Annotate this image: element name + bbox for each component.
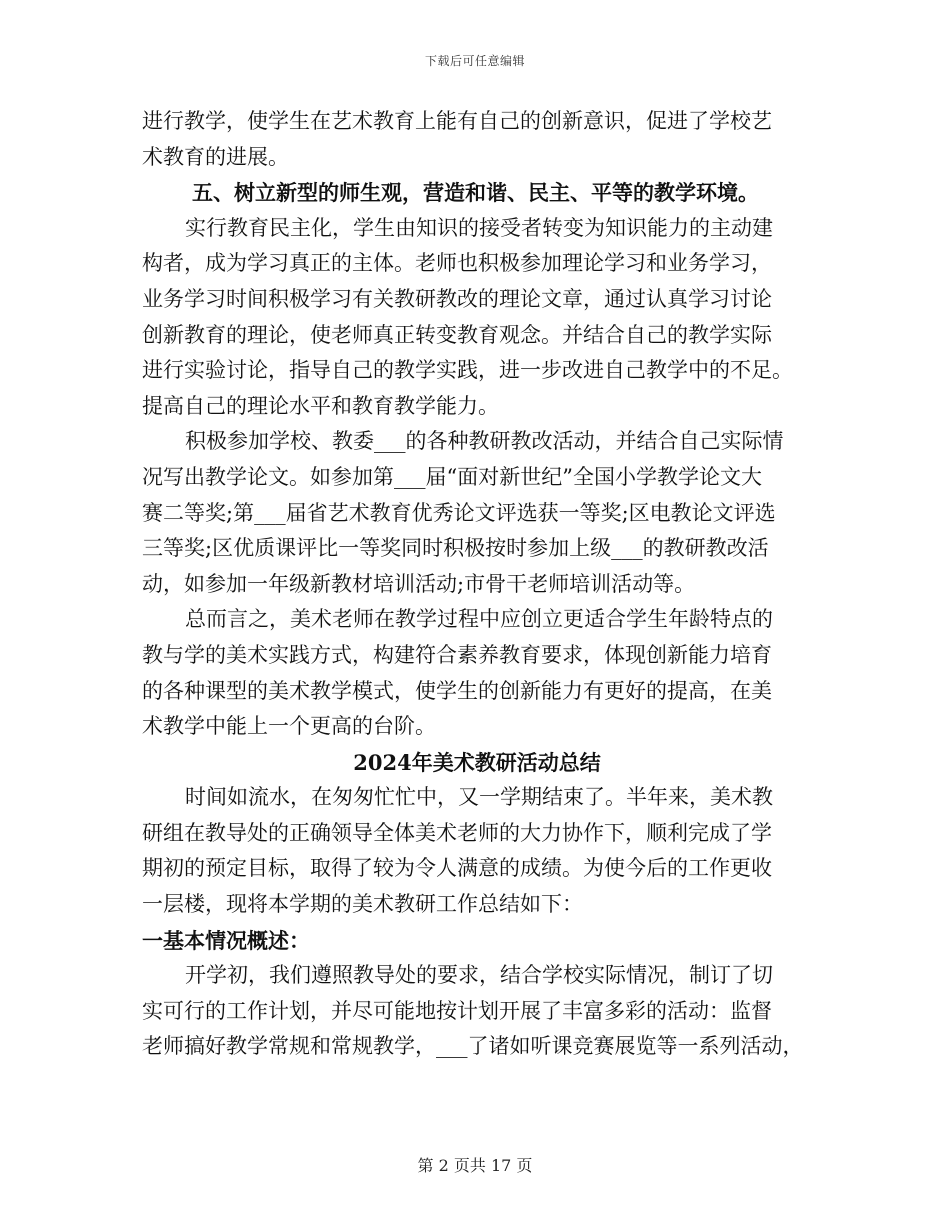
document-body — [142, 104, 812, 1065]
paragraph-line: 实行教育民主化，学生由知识的接受者转变为知识能力的主动建 — [185, 215, 773, 240]
paragraph-line: 业务学习时间积极学习有关教研教改的理论文章，通过认真学习讨论 — [142, 286, 772, 311]
paragraph-line: 总而言之，美术老师在教学过程中应创立更适合学生年龄特点的 — [185, 607, 773, 632]
section-heading: 五、树立新型的师生观，营造和谐、民主、平等的教学环境。 — [192, 180, 759, 206]
paragraph-line: 积极参加学校、教委___的各种教研教改活动，并结合自己实际情 — [185, 429, 784, 454]
paragraph-line: 期初的预定目标，取得了较为令人满意的成绩。为使今后的工作更收 — [142, 856, 772, 881]
paragraph-line: 研组在教导处的正确领导全体美术老师的大力协作下，顺利完成了学 — [142, 820, 772, 845]
paragraph-line: 老师搞好教学常规和常规教学，___了诸如听课竞赛展览等一系列活动， — [142, 1034, 804, 1059]
paragraph-line: 一层楼，现将本学期的美术教研工作总结如下： — [142, 892, 583, 917]
paragraph-line: 三等奖;区优质课评比一等奖同时积极按时参加上级___的教研教改活 — [142, 536, 769, 561]
paragraph-line: 创新教育的理论，使老师真正转变教育观念。并结合自己的教学实际 — [142, 322, 772, 347]
paragraph-line: 开学初，我们遵照教导处的要求，结合学校实际情况，制订了切 — [185, 963, 773, 988]
paragraph-line: 提高自己的理论水平和教育教学能力。 — [142, 393, 499, 418]
paragraph-line: 实可行的工作计划，并尽可能地按计划开展了丰富多彩的活动：监督 — [142, 998, 772, 1023]
section-title: 2024年美术教研活动总结 — [353, 749, 601, 775]
section-heading: 一基本情况概述： — [142, 927, 310, 953]
paragraph-line: 术教育的进展。 — [142, 144, 289, 169]
paragraph-line: 进行教学，使学生在艺术教育上能有自己的创新意识，促进了学校艺 — [142, 109, 772, 133]
paragraph-line: 时间如流水，在匆匆忙忙中，又一学期结束了。半年来，美术教 — [185, 785, 773, 810]
page-footer-number: 第 2 页共 17 页 — [417, 1156, 533, 1175]
paragraph-line: 的各种课型的美术教学模式，使学生的创新能力有更好的提高，在美 — [142, 678, 772, 703]
paragraph-line: 动，如参加一年级新教材培训活动;市骨干老师培训活动等。 — [142, 571, 696, 596]
paragraph-line: 赛二等奖;第___届省艺术教育优秀论文评选获一等奖;区电教论文评选 — [142, 500, 776, 525]
paragraph-line: 术教学中能上一个更高的台阶。 — [142, 714, 436, 739]
paragraph-line: 进行实验讨论，指导自己的教学实践，进一步改进自己教学中的不足。 — [142, 358, 793, 383]
paragraph-line: 况写出教学论文。如参加第___届“面对新世纪”全国小学教学论文大 — [142, 464, 762, 489]
paragraph-line: 构者，成为学习真正的主体。老师也积极参加理论学习和业务学习， — [142, 251, 772, 276]
paragraph-line: 教与学的美术实践方式，构建符合素养教育要求，体现创新能力培育 — [142, 642, 772, 667]
page-header-note: 下载后可任意编辑 — [424, 54, 525, 68]
